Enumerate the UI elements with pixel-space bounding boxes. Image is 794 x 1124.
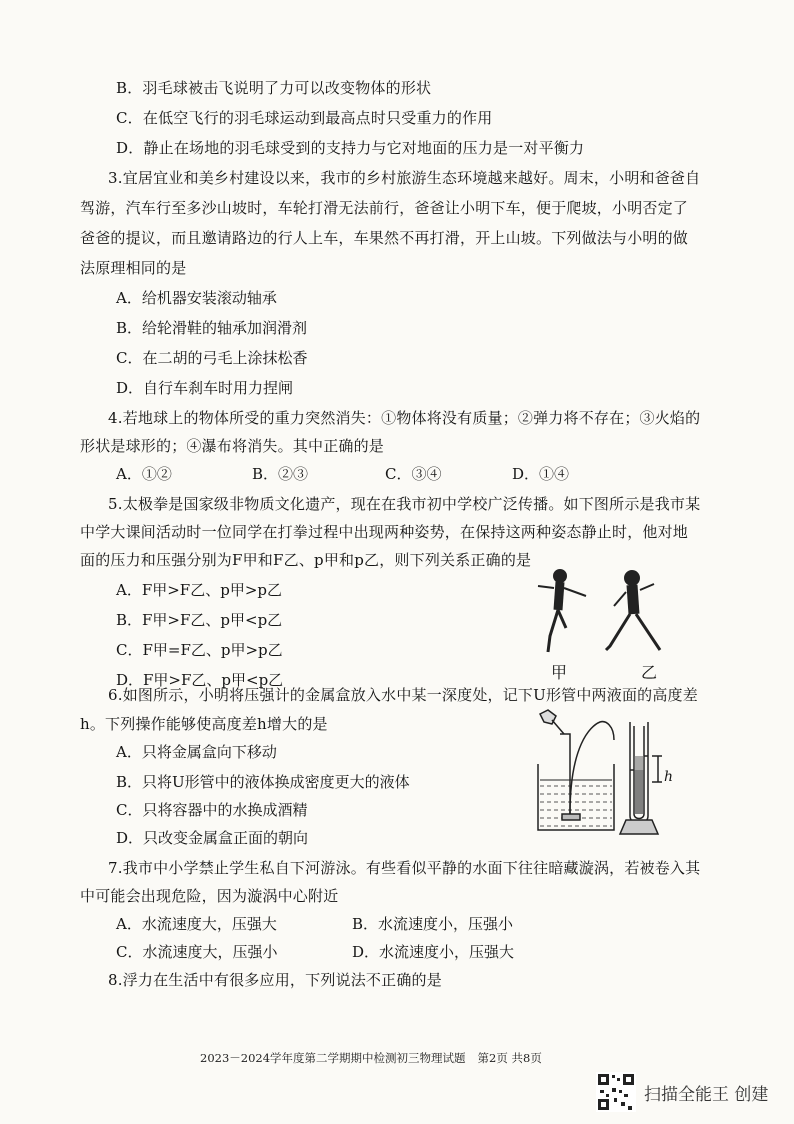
q6-option-d: D．只改变金属盒正面的朝向 — [116, 829, 309, 847]
q7-option-a: A．水流速度大，压强大 — [116, 915, 277, 933]
q5-option-a: A．F甲>F乙、p甲>p乙 — [116, 581, 282, 599]
q6-option-c: C．只将容器中的水换成酒精 — [116, 801, 308, 819]
q3-option-d: D．自行车刹车时用力捏闸 — [116, 379, 294, 397]
q4-option-c: C．③④ — [385, 465, 442, 483]
q3-stem-line-1: 3.宜居宜业和美乡村建设以来，我市的乡村旅游生态环境越来越好。周末，小明和爸爸自 — [108, 169, 701, 187]
taichi-pose-yi — [606, 571, 660, 650]
q4-stem-line-2: 形状是球形的；④瀑布将消失。其中正确的是 — [80, 437, 385, 455]
pressure-gauge-figure — [530, 706, 670, 840]
q7-option-c: C．水流速度大，压强小 — [116, 943, 278, 961]
q4-stem-line-1: 4.若地球上的物体所受的重力突然消失：①物体将没有质量；②弹力将不存在；③火焰的 — [108, 409, 701, 427]
q5-option-b: B．F甲>F乙、p甲<p乙 — [116, 611, 283, 629]
q4-option-d: D．①④ — [512, 465, 570, 483]
q8-stem-line-1: 8.浮力在生活中有很多应用，下列说法不正确的是 — [108, 971, 442, 989]
q7-stem-line-2: 中可能会出现危险，因为漩涡中心附近 — [80, 887, 339, 905]
q2-option-d: D．静止在场地的羽毛球受到的支持力与它对地面的压力是一对平衡力 — [116, 139, 585, 157]
q2-option-b: B．羽毛球被击飞说明了力可以改变物体的形状 — [116, 79, 432, 97]
footer-page-number: 第2页 共8页 — [477, 1051, 542, 1065]
q6-stem-line-1: 6.如图所示，小明将压强计的金属盒放入水中某一深度处，记下U形管中两液面的高度差 — [108, 686, 698, 704]
figure-label-yi: 乙 — [641, 663, 658, 682]
q5-option-d: D．F甲>F乙、p甲<p乙 — [116, 671, 284, 689]
q3-option-a: A．给机器安装滚动轴承 — [116, 289, 277, 307]
q3-stem-line-2: 驾游，汽车行至多沙山坡时，车轮打滑无法前行，爸爸让小明下车，便于爬坡，小明否定了 — [80, 199, 689, 217]
q6-stem-line-2: h。下列操作能够使高度差h增大的是 — [80, 715, 328, 733]
q3-stem-line-3: 爸爸的提议，而且邀请路边的行人上车，车果然不再打滑，开上山坡。下列做法与小明的做 — [80, 229, 689, 247]
q3-stem-line-4: 法原理相同的是 — [80, 259, 187, 277]
q2-option-c: C．在低空飞行的羽毛球运动到最高点时只受重力的作用 — [116, 109, 493, 127]
page-footer — [200, 1050, 542, 1066]
q5-stem-line-1: 5.太极拳是国家级非物质文化遗产，现在在我市初中学校广泛传播。如下图所示是我市某 — [108, 495, 701, 513]
figure-label-h: h — [664, 769, 674, 785]
q6-option-a: A．只将金属盒向下移动 — [116, 743, 277, 761]
q3-option-c: C．在二胡的弓毛上涂抹松香 — [116, 349, 308, 367]
qr-code-icon — [596, 1072, 636, 1112]
q7-option-d: D．水流速度小，压强大 — [352, 943, 515, 961]
q4-option-a: A．①② — [116, 465, 172, 483]
q4-option-b: B．②③ — [252, 465, 309, 483]
q7-option-b: B．水流速度小，压强小 — [352, 915, 514, 933]
taichi-figure — [530, 566, 680, 666]
q7-stem-line-1: 7.我市中小学禁止学生私自下河游泳。有些看似平静的水面下往往暗藏漩涡，若被卷入其 — [108, 859, 701, 877]
q3-option-b: B．给轮滑鞋的轴承加润滑剂 — [116, 319, 308, 337]
footer-title: 2023－2024学年度第二学期期中检测初三物理试题 — [200, 1051, 466, 1065]
figure-label-jia: 甲 — [551, 663, 568, 682]
q5-stem-line-3: 面的压力和压强分别为F甲和F乙、p甲和p乙，则下列关系正确的是 — [80, 551, 532, 569]
taichi-pose-jia — [538, 570, 586, 652]
q5-stem-line-2: 中学大课间活动时一位同学在打拳过程中出现两种姿势，在保持这两种姿态静止时，他对地 — [80, 523, 689, 541]
q6-option-b: B．只将U形管中的液体换成密度更大的液体 — [116, 773, 410, 791]
q5-option-c: C．F甲=F乙、p甲>p乙 — [116, 641, 283, 659]
scanner-watermark: 扫描全能王 创建 — [644, 1085, 769, 1105]
